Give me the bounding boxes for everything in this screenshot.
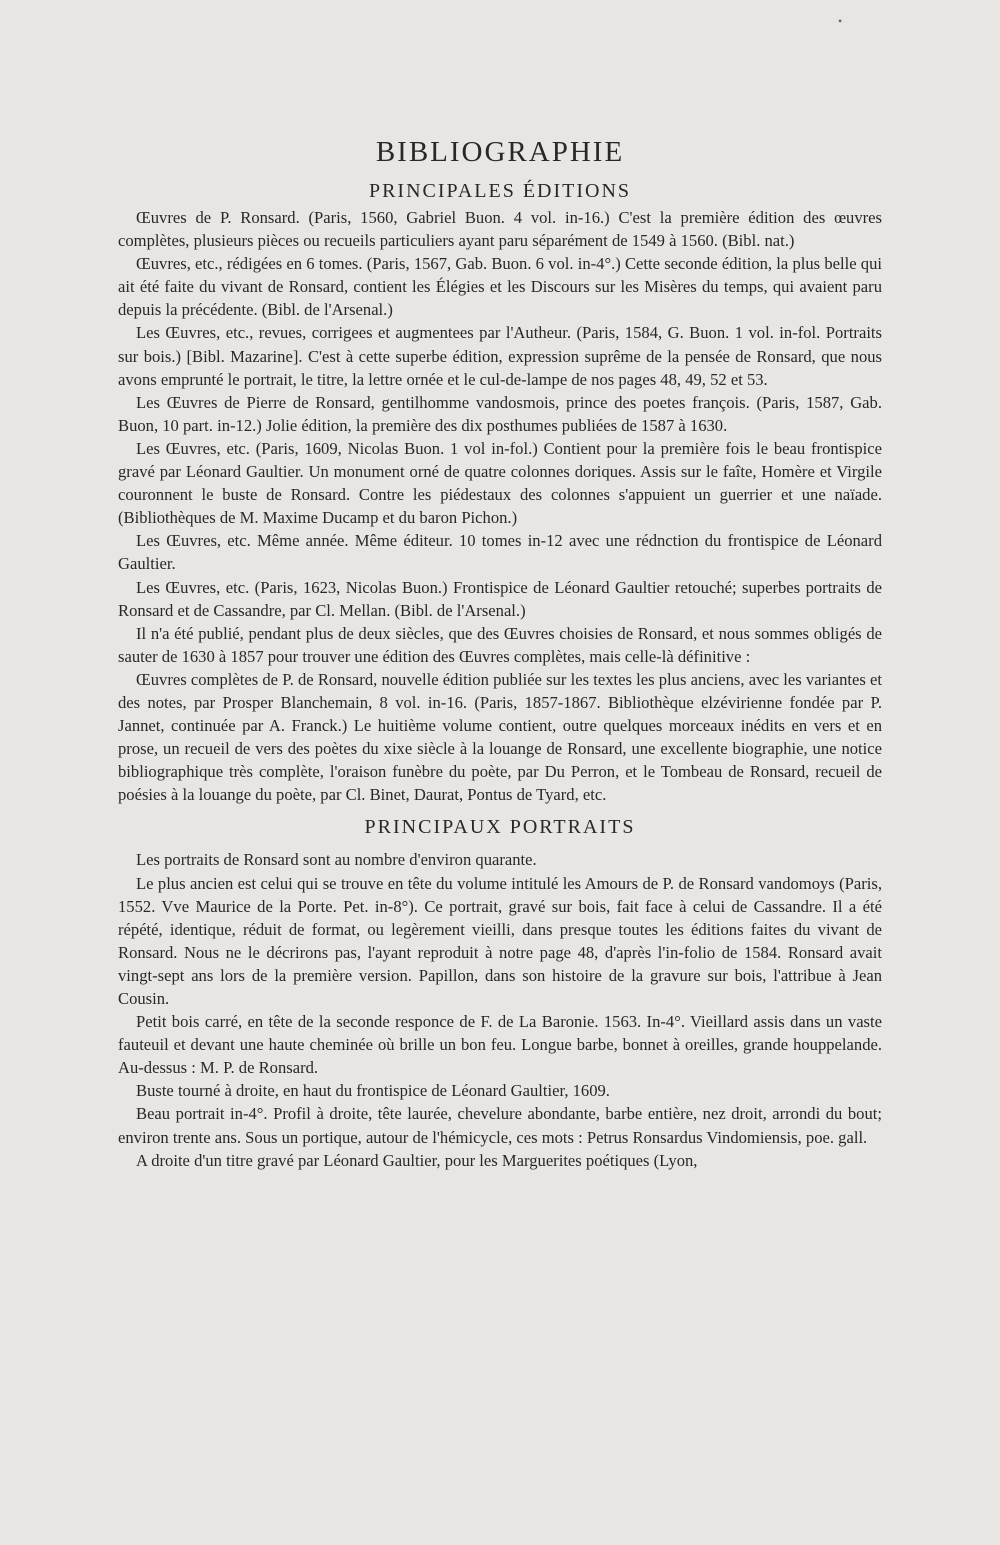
corner-mark: • [838, 14, 843, 28]
edition-entry: Œuvres, etc., rédigées en 6 tomes. (Paris, 1567, Gab. Buon. 6 vol. in-4°.) Cette seconde édition, la plus belle qui ait été faite du vivant de Ronsard, contient les Élégies et les Discours sur les Misères du temps, qui avaient paru depuis la précédente. (Bibl. de l'Arsenal.) [118, 254, 882, 320]
section-heading-portraits: PRINCIPAUX PORTRAITS [364, 816, 636, 839]
portrait-paragraph: Buste tourné à droite, en haut du frontispice de Léonard Gaultier, 1609. [136, 1081, 610, 1101]
edition-entry: Les Œuvres de Pierre de Ronsard, gentilhomme vandosmois, prince des poetes françois. (Paris, 1587, Gab. Buon, 10 part. in-12.) Jolie édition, la première des dix posthumes publiées de 1587 à 1630. [118, 392, 882, 435]
edition-entry: Œuvres complètes de P. de Ronsard, nouvelle édition publiée sur les textes les plus anciens, avec les variantes et des notes, par Prosper Blanchemain, 8 vol. in-16. (Paris, 1857-1867. Bibliothèque elzévirienne fondée par P. Jannet, continuée par A. Franck.) Le huitième volume contient, outre quelques morceaux inédits en vers et en prose, un recueil de vers des poètes du xixe siècle à la louange de Ronsard, une excellente biographie, une notice bibliographique très complète, l'oraison funèbre du poète, par Du Perron, et le Tombeau de Ronsard, recueil de poésies à la louange du poète, par Cl. Binet, Daurat, Pontus de Tyard, etc. [118, 669, 882, 805]
page-title: BIBLIOGRAPHIE [375, 136, 625, 168]
portrait-paragraph: Petit bois carré, en tête de la seconde responce de F. de La Baronie. 1563. In-4°. Vieillard assis dans un vaste fauteuil et devant une haute cheminée où brille un bon feu. Longue barbe, bonnet à oreilles, grande houppelande. Au-dessus : M. P. de Ronsard. [118, 1012, 882, 1078]
edition-entry: Œuvres de P. Ronsard. (Paris, 1560, Gabriel Buon. 4 vol. in-16.) C'est la première édition des œuvres complètes, plusieurs pièces ou recueils particuliers ayant paru séparément de 1549 à 1560. (Bibl. nat.) [118, 208, 882, 251]
portraits-section [118, 848, 882, 1171]
portrait-paragraph: Le plus ancien est celui qui se trouve en tête du volume intitulé les Amours de P. de Ronsard vandomoys (Paris, 1552. Vve Maurice de la Porte. Pet. in-8°). Ce portrait, gravé sur bois, fait face à celui de Cassandre. Il a été répété, identique, réduit de format, ou legèrement vieilli, dans presque toutes les éditions faites du vivant de Ronsard. Nous ne le décrirons pas, l'ayant reproduit à notre page 48, d'après l'in-folio de 1584. Ronsard avait vingt-sept ans lors de la première version. Papillon, dans son histoire de la gravure sur bois, l'attribue à Jean Cousin. [118, 873, 882, 1008]
page-content [118, 132, 882, 1172]
section-heading-editions: PRINCIPALES ÉDITIONS [368, 180, 632, 202]
edition-entry: Les Œuvres, etc. (Paris, 1623, Nicolas Buon.) Frontispice de Léonard Gaultier retouché; superbes portraits de Ronsard et de Cassandre, par Cl. Mellan. (Bibl. de l'Arsenal.) [118, 577, 882, 620]
edition-paragraph: Il n'a été publié, pendant plus de deux siècles, que des Œuvres choisies de Ronsard, et nous sommes obligés de sauter de 1630 à 1857 pour trouver une édition des Œuvres complètes, mais celle-là définitive : [118, 623, 882, 666]
edition-entry: Les Œuvres, etc. (Paris, 1609, Nicolas Buon. 1 vol in-fol.) Contient pour la première fois le beau frontispice gravé par Léonard Gaultier. Un monument orné de quatre colonnes doriques. Assis sur le faîte, Homère et Virgile couronnent le buste de Ronsard. Contre les piédestaux des colonnes s'appuient un guerrier et une naïade. (Bibliothèques de M. Maxime Ducamp et du baron Pichon.) [118, 438, 882, 528]
edition-entry: Les Œuvres, etc., revues, corrigees et augmentees par l'Autheur. (Paris, 1584, G. Buon. 1 vol. in-fol. Portraits sur bois.) [Bibl. Mazarine]. C'est à cette superbe édition, expression suprême de la pensée de Ronsard, que nous avons emprunté le portrait, le titre, la lettre ornée et le cul-de-lampe de nos pages 48, 49, 52 et 53. [118, 323, 882, 389]
portrait-paragraph: Les portraits de Ronsard sont au nombre d'environ quarante. [136, 850, 537, 870]
editions-section [118, 206, 882, 806]
portrait-paragraph: Beau portrait in-4°. Profil à droite, tête laurée, chevelure abondante, barbe entière, nez droit, arrondi du bout; environ trente ans. Sous un portique, autour de l'hémicycle, ces mots : Petrus Ronsardus Vindomiensis, poe. gall. [118, 1104, 882, 1147]
portrait-paragraph: A droite d'un titre gravé par Léonard Gaultier, pour les Marguerites poétiques (Lyon, [136, 1150, 698, 1170]
edition-entry: Les Œuvres, etc. Même année. Même éditeur. 10 tomes in-12 avec une rédnction du frontispice de Léonard Gaultier. [118, 531, 882, 574]
